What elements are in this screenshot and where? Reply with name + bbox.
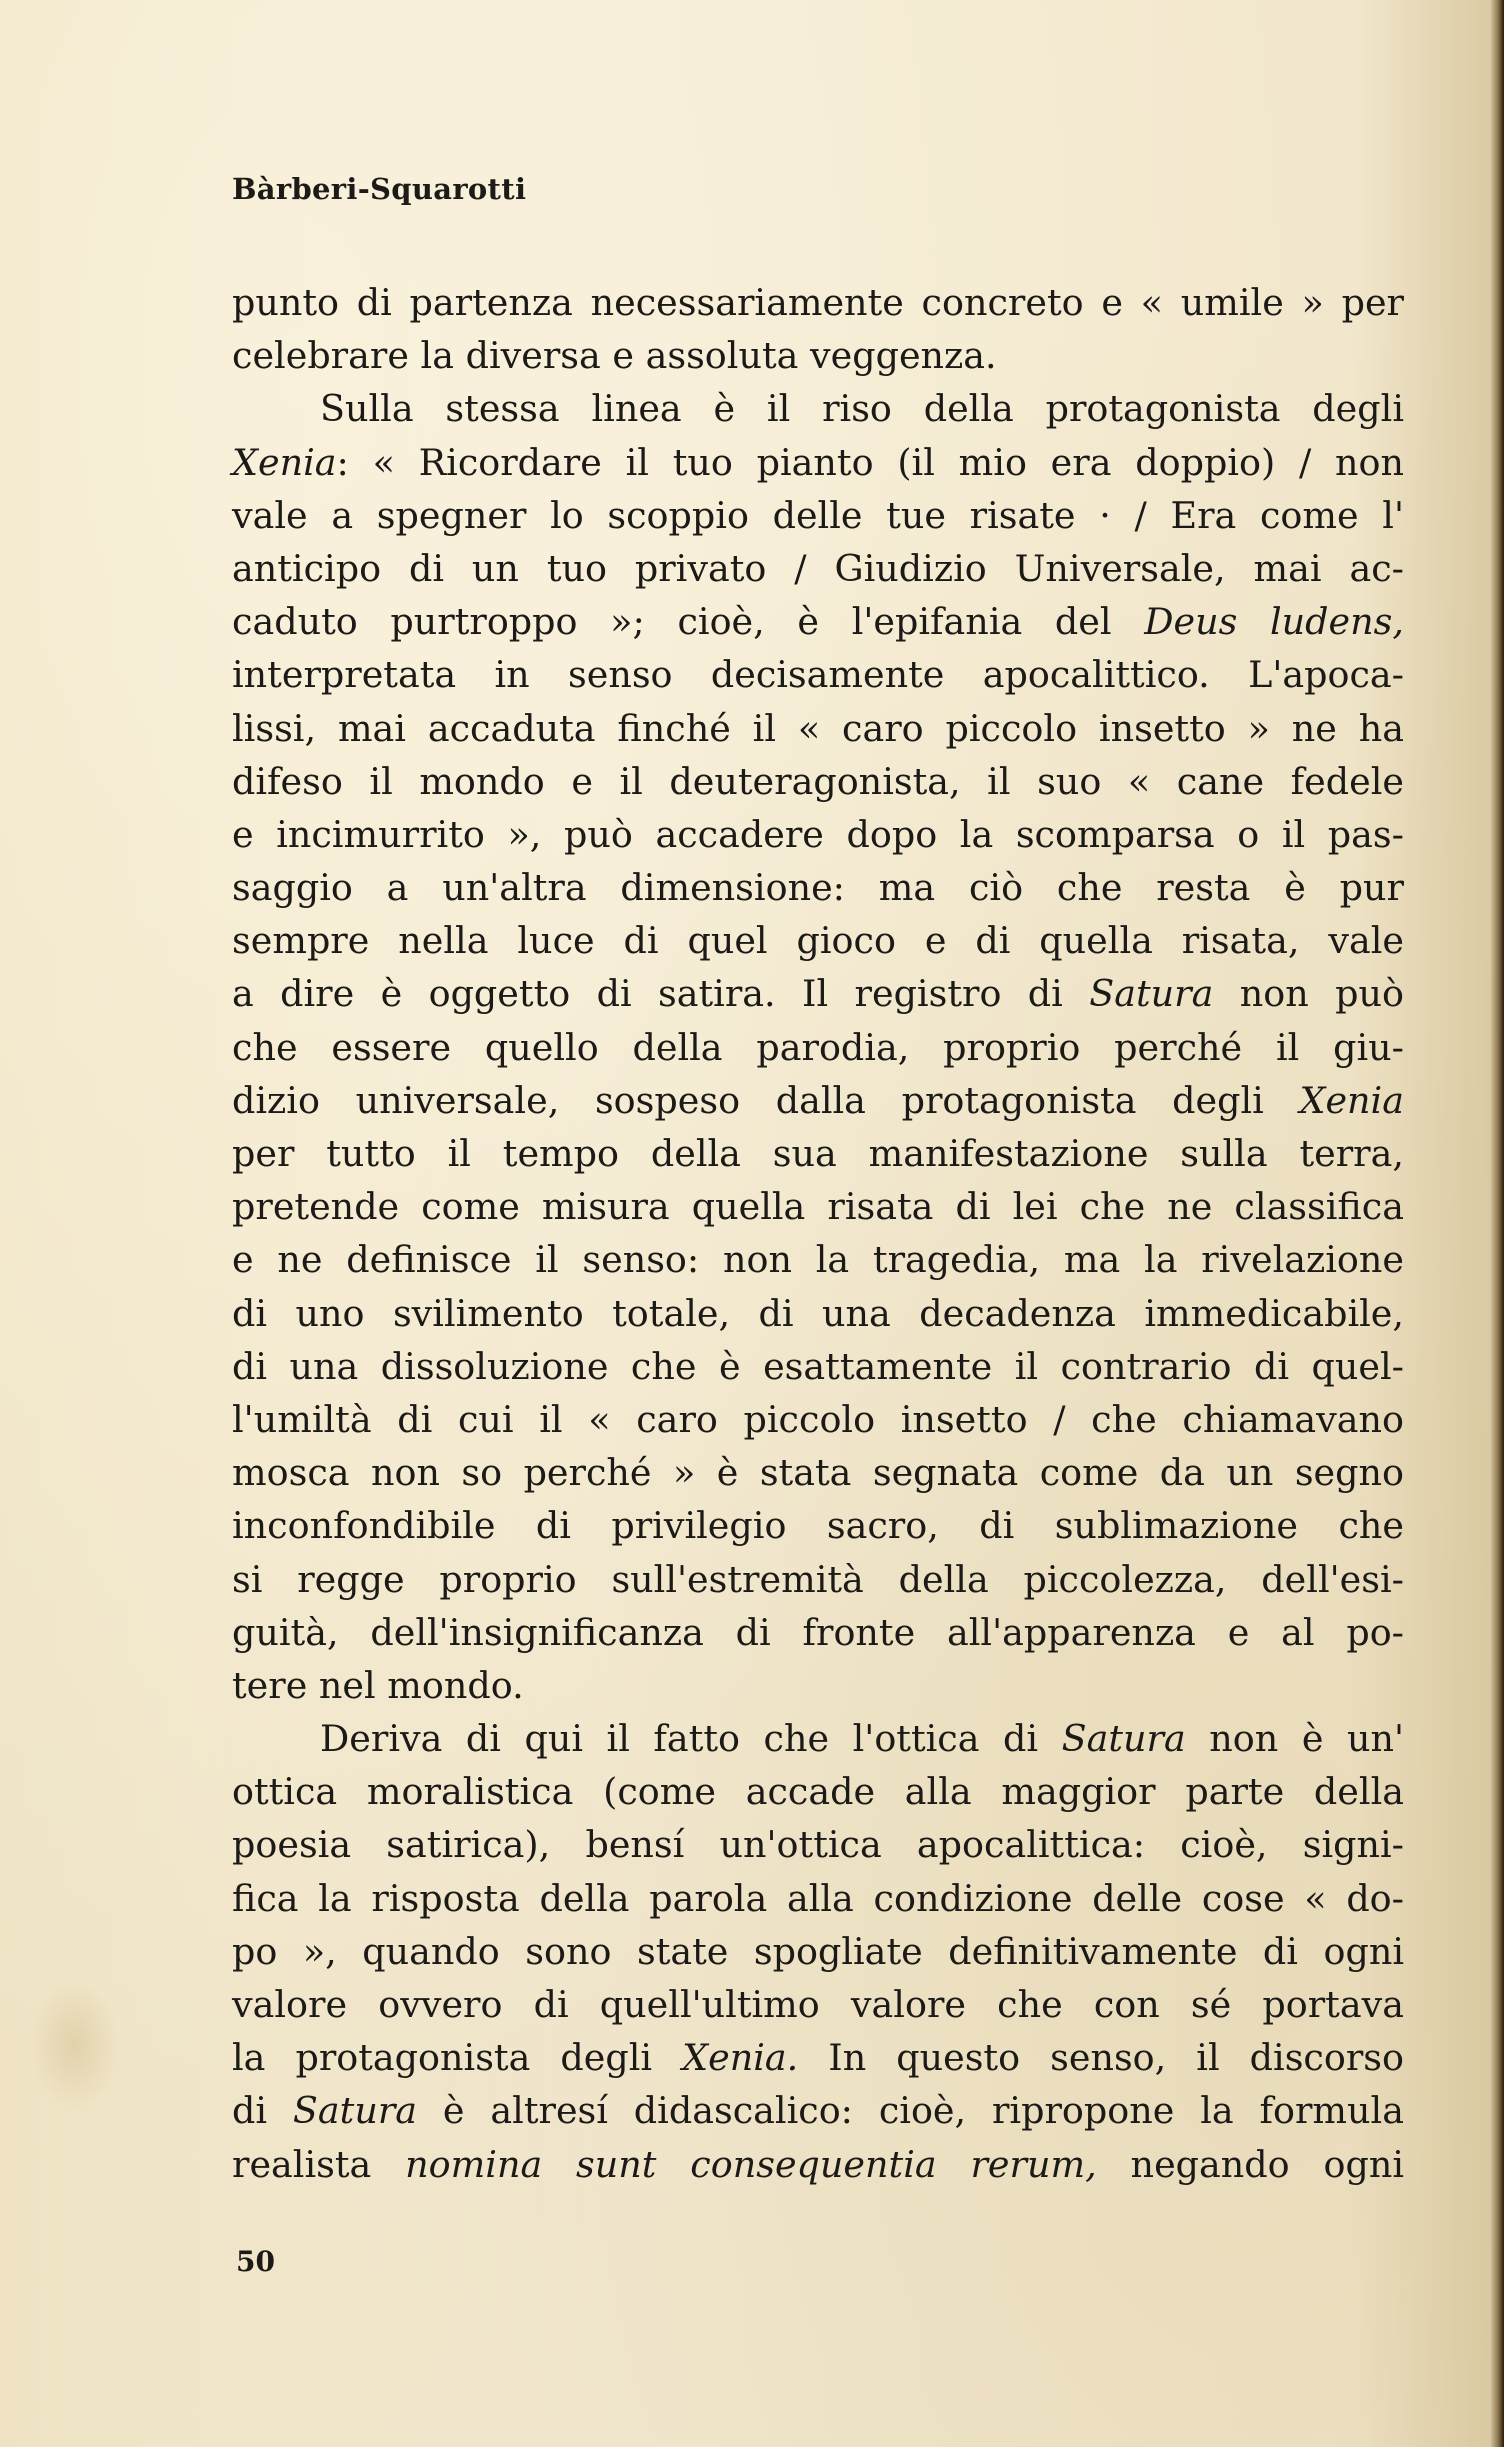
text-line [232,702,1404,755]
text-line [232,1393,1404,1446]
text-line [232,595,1404,648]
text-segment: dizio universale, sospeso dalla protagonista degli [232,1078,1300,1122]
text-line [232,1818,1404,1871]
text-line [232,1180,1404,1233]
text-line [232,1499,1404,1552]
paper-stain [30,1980,120,2110]
body-text [232,276,1404,2191]
text-line [232,489,1404,542]
text-segment: che essere quello della parodia, proprio perché il giu- [232,1025,1404,1069]
text-segment: a dire è oggetto di satira. Il registro di [232,972,1090,1016]
italic-text: Satura [1089,972,1214,1016]
italic-text: nomina sunt consequentia rerum, [405,2142,1097,2186]
text-segment: ottica moralistica (come accade alla maggior parte della [232,1770,1404,1814]
text-line [232,1978,1404,2031]
text-line [232,436,1404,489]
text-line [232,861,1404,914]
text-line [232,1606,1404,1659]
text-segment: poesia satirica), bensí un'ottica apocalittica: cioè, signi- [232,1823,1404,1867]
text-segment: l'umiltà di cui il « caro piccolo insetto / che chiamavano [232,1397,1404,1441]
text-segment: per tutto il tempo della sua manifestazione sulla terra, [232,1132,1404,1175]
text-line [232,648,1404,701]
text-segment: è altresí didascalico: cioè, ripropone la formula [417,2089,1404,2133]
text-segment: tere nel mondo. [232,1663,524,1707]
text-segment: non può [1213,972,1404,1016]
text-line [232,1127,1404,1180]
text-segment: fica la risposta della parola alla condizione delle cose « do- [232,1876,1404,1920]
text-segment: sempre nella luce di quel gioco e di quella risata, vale [232,919,1404,963]
text-line [232,329,1404,382]
text-segment: lissi, mai accaduta finché il « caro piccolo insetto » ne ha [232,706,1404,750]
text-segment: interpretata in senso decisamente apocalittico. L'apoca- [232,653,1404,697]
text-segment: difeso il mondo e il deuteragonista, il suo « cane fedele [232,759,1404,803]
page-number: 50 [236,2245,275,2278]
text-segment: po », quando sono state spogliate definitivamente di ogni [232,1929,1404,1973]
text-line [232,276,1404,329]
italic-text: Satura [292,2089,418,2133]
text-line [232,1659,1404,1712]
text-segment: e ne definisce il senso: non la tragedia, ma la rivelazione [232,1238,1404,1282]
text-segment: di uno svilimento totale, di una decadenza immedicabile, [232,1291,1404,1335]
italic-text: Deus ludens, [1144,600,1404,644]
text-line [232,2138,1404,2191]
text-line [232,755,1404,808]
italic-text: Satura [1061,1717,1186,1761]
text-line [232,542,1404,595]
text-segment: la protagonista degli [232,2036,683,2080]
italic-text: Xenia [232,440,337,484]
text-segment: vale a spegner lo scoppio delle tue risate · / Era come l' [232,493,1404,537]
text-line [232,1446,1404,1499]
text-segment: Deriva di qui il fatto che l'ottica di [320,1717,1062,1761]
page-edge-shadow [1490,0,1504,2447]
text-line [232,382,1404,435]
text-segment: valore ovvero di quell'ultimo valore che con sé portava [232,1983,1404,2026]
text-line [232,1074,1404,1127]
text-segment: negando ogni [1096,2142,1405,2186]
text-segment: non è un' [1185,1717,1404,1761]
running-header: Bàrberi-Squarotti [232,172,527,206]
text-line [232,1872,1404,1925]
text-segment: guità, dell'insignificanza di fronte all'apparenza e al po- [232,1610,1404,1654]
text-line [232,1712,1404,1765]
text-segment: inconfondibile di privilegio sacro, di sublimazione che [232,1504,1404,1548]
text-line [232,1287,1404,1340]
text-line [232,1340,1404,1393]
text-line [232,1553,1404,1606]
text-segment: e incimurrito », può accadere dopo la scomparsa o il pas- [232,812,1404,856]
text-line [232,967,1404,1020]
text-segment: si regge proprio sull'estremità della piccolezza, dell'esi- [232,1557,1404,1601]
text-segment: pretende come misura quella risata di lei che ne classifica [232,1185,1404,1229]
text-line [232,2031,1404,2084]
text-line [232,808,1404,861]
text-segment: punto di partenza necessariamente concreto e « umile » per [232,281,1404,324]
text-segment: celebrare la diversa e assoluta veggenza. [232,334,997,378]
text-line [232,2084,1404,2137]
text-line [232,914,1404,967]
text-line [232,1765,1404,1818]
text-segment: : « Ricordare il tuo pianto (il mio era doppio) / non [336,440,1404,484]
text-line [232,1233,1404,1286]
text-segment: mosca non so perché » è stata segnata come da un segno [232,1451,1404,1495]
text-segment: anticipo di un tuo privato / Giudizio Universale, mai ac- [232,546,1404,590]
text-segment: di [232,2089,293,2133]
text-segment: di una dissoluzione che è esattamente il contrario di quel- [232,1344,1404,1388]
text-segment: In questo senso, il discorso [798,2036,1404,2080]
text-line [232,1925,1404,1978]
text-segment: caduto purtroppo »; cioè, è l'epifania del [232,600,1145,644]
text-segment: saggio a un'altra dimensione: ma ciò che resta è pur [232,866,1404,910]
italic-text: Xenia [1299,1078,1404,1122]
text-segment: Sulla stessa linea è il riso della protagonista degli [320,387,1404,431]
text-segment: realista [232,2142,406,2186]
italic-text: Xenia. [682,2036,799,2080]
text-line [232,1021,1404,1074]
